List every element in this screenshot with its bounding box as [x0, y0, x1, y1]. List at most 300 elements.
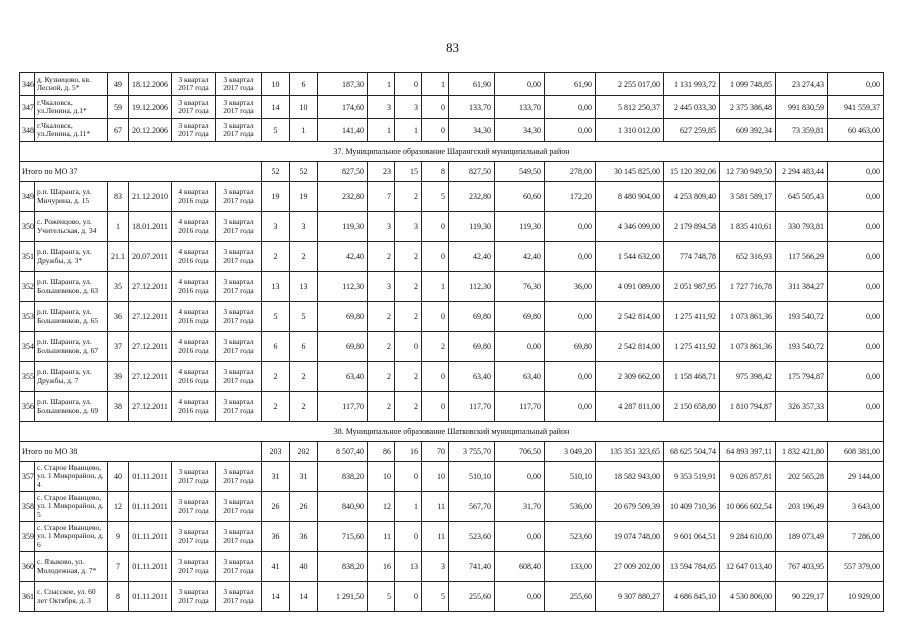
total-rooms-municipal: 70 — [422, 442, 449, 462]
rooms-total-cell: 2 — [368, 392, 395, 422]
area-total-cell: 840,90 — [318, 492, 368, 522]
cost-region-cell: 9 026 857,81 — [720, 462, 776, 492]
doc-number-cell: 7 — [108, 552, 129, 582]
cost-total-cell: 1 544 632,00 — [596, 242, 664, 272]
cost-total-cell: 1 310 012,00 — [596, 119, 664, 142]
doc-number-cell: 21.1 — [108, 242, 129, 272]
area-relocated-cell: 69,80 — [449, 302, 495, 332]
rooms-municipal-cell: 2 — [422, 332, 449, 362]
cost-fund-cell: 1 275 411,92 — [664, 302, 720, 332]
stage-start-cell: 3 квартал 2017 года — [172, 96, 216, 119]
doc-date-cell: 20.12.2006 — [129, 119, 172, 142]
rooms-municipal-cell: 1 — [422, 73, 449, 96]
section-row — [20, 422, 884, 442]
cost-fund-cell: 1 131 993,72 — [664, 73, 720, 96]
cost-region-cell: 1 073 861,36 — [720, 302, 776, 332]
doc-date-cell: 18.01.2011 — [129, 212, 172, 242]
cost-local-cell: 117 566,29 — [776, 242, 828, 272]
row-number-cell: 353 — [20, 302, 35, 332]
cost-extra-cell: 0,00 — [828, 242, 884, 272]
cost-fund-cell: 10 409 710,36 — [664, 492, 720, 522]
doc-number-cell: 9 — [108, 522, 129, 552]
residents-relocated-cell: 2 — [290, 362, 318, 392]
rooms-total-cell: 7 — [368, 182, 395, 212]
table-row — [20, 462, 884, 492]
doc-number-cell: 67 — [108, 119, 129, 142]
rooms-total-cell: 3 — [368, 212, 395, 242]
residents-total-cell: 2 — [262, 242, 290, 272]
rooms-total-cell: 10 — [368, 462, 395, 492]
table-body — [20, 73, 884, 612]
address-cell: с. Старое Иванцево, ул. 1 Микрорайон, д. 5 — [35, 492, 108, 522]
residents-total-cell: 3 — [262, 212, 290, 242]
row-number-cell: 352 — [20, 272, 35, 302]
cost-extra-cell: 3 643,00 — [828, 492, 884, 522]
table-row — [20, 522, 884, 552]
total-label: Итого по МО 37 — [20, 162, 262, 182]
cost-total-cell: 27 009 202,00 — [596, 552, 664, 582]
row-number-cell: 346 — [20, 73, 35, 96]
area-total-cell: 187,30 — [318, 73, 368, 96]
total-residents-relocated: 202 — [290, 442, 318, 462]
cost-extra-cell: 0,00 — [828, 362, 884, 392]
stage-start-cell: 4 квартал 2016 года — [172, 302, 216, 332]
cost-region-cell: 9 284 610,00 — [720, 522, 776, 552]
cost-fund-cell: 9 601 064,51 — [664, 522, 720, 552]
table-row — [20, 119, 884, 142]
rooms-private-cell: 2 — [395, 302, 422, 332]
doc-date-cell: 27.12.2011 — [129, 332, 172, 362]
address-cell: р.п. Шаранга, ул. Большевиков, д. 65 — [35, 302, 108, 332]
rooms-municipal-cell: 0 — [422, 362, 449, 392]
cost-fund-cell: 2 150 658,80 — [664, 392, 720, 422]
area-private-cell: 0,00 — [495, 332, 545, 362]
stage-start-cell: 3 квартал 2017 года — [172, 582, 216, 612]
section-title: 37. Муниципальное образование Шарангский муниципальный район — [20, 142, 884, 162]
rooms-municipal-cell: 5 — [422, 182, 449, 212]
row-number-cell: 351 — [20, 242, 35, 272]
cost-total-cell: 4 287 811,00 — [596, 392, 664, 422]
rooms-municipal-cell: 5 — [422, 582, 449, 612]
cost-local-cell: 90 229,17 — [776, 582, 828, 612]
housing-register-table — [19, 72, 884, 612]
area-municipal-cell: 255,60 — [545, 582, 596, 612]
rooms-total-cell: 11 — [368, 522, 395, 552]
row-number-cell: 358 — [20, 492, 35, 522]
rooms-private-cell: 0 — [395, 582, 422, 612]
area-municipal-cell: 0,00 — [545, 242, 596, 272]
area-private-cell: 31,70 — [495, 492, 545, 522]
doc-number-cell: 1 — [108, 212, 129, 242]
address-cell: р.п. Шаранга, ул. Дружбы, д. 7 — [35, 362, 108, 392]
area-municipal-cell: 0,00 — [545, 119, 596, 142]
stage-end-cell: 3 квартал 2017 года — [216, 73, 262, 96]
residents-total-cell: 36 — [262, 522, 290, 552]
doc-date-cell: 27.12.2011 — [129, 392, 172, 422]
cost-region-cell: 1 727 716,78 — [720, 272, 776, 302]
cost-total-cell: 2 542 814,00 — [596, 302, 664, 332]
area-private-cell: 0,00 — [495, 462, 545, 492]
residents-relocated-cell: 19 — [290, 182, 318, 212]
cost-extra-cell: 941 559,37 — [828, 96, 884, 119]
section-row — [20, 142, 884, 162]
cost-region-cell: 12 647 013,40 — [720, 552, 776, 582]
cost-extra-cell: 10 929,00 — [828, 582, 884, 612]
rooms-private-cell: 3 — [395, 212, 422, 242]
area-municipal-cell: 0,00 — [545, 212, 596, 242]
cost-region-cell: 10 066 602,54 — [720, 492, 776, 522]
residents-relocated-cell: 6 — [290, 332, 318, 362]
rooms-municipal-cell: 0 — [422, 392, 449, 422]
cost-fund-cell: 9 353 519,91 — [664, 462, 720, 492]
rooms-total-cell: 1 — [368, 73, 395, 96]
rooms-private-cell: 3 — [395, 96, 422, 119]
cost-total-cell: 2 542 814,00 — [596, 332, 664, 362]
doc-date-cell: 27.12.2011 — [129, 272, 172, 302]
cost-extra-cell: 0,00 — [828, 302, 884, 332]
stage-end-cell: 3 квартал 2017 года — [216, 242, 262, 272]
area-relocated-cell: 117,70 — [449, 392, 495, 422]
cost-local-cell: 23 274,43 — [776, 73, 828, 96]
table-row — [20, 212, 884, 242]
residents-relocated-cell: 14 — [290, 582, 318, 612]
address-cell: р.п. Шаранга, ул. Большевиков, д. 69 — [35, 392, 108, 422]
stage-start-cell: 4 квартал 2016 года — [172, 212, 216, 242]
cost-extra-cell: 0,00 — [828, 73, 884, 96]
area-total-cell: 117,70 — [318, 392, 368, 422]
rooms-total-cell: 3 — [368, 272, 395, 302]
address-cell: с. Спасское, ул. 60 лет Октября, д. 3 — [35, 582, 108, 612]
address-cell: г.Чкаловск, ул.Ленина, д.1* — [35, 96, 108, 119]
stage-end-cell: 3 квартал 2017 года — [216, 552, 262, 582]
total-cost-region: 64 893 397,11 — [720, 442, 776, 462]
row-number-cell: 355 — [20, 362, 35, 392]
address-cell: р.п. Шаранга, ул. Большевиков, д. 63 — [35, 272, 108, 302]
stage-start-cell: 4 квартал 2016 года — [172, 272, 216, 302]
total-area-private: 706,50 — [495, 442, 545, 462]
residents-total-cell: 2 — [262, 362, 290, 392]
cost-region-cell: 3 581 589,17 — [720, 182, 776, 212]
total-row — [20, 442, 884, 462]
rooms-private-cell: 1 — [395, 119, 422, 142]
stage-start-cell: 3 квартал 2017 года — [172, 552, 216, 582]
doc-number-cell: 59 — [108, 96, 129, 119]
stage-end-cell: 3 квартал 2017 года — [216, 362, 262, 392]
address-cell: р.п. Шаранга, ул. Большевиков, д. 67 — [35, 332, 108, 362]
residents-relocated-cell: 2 — [290, 392, 318, 422]
rooms-total-cell: 1 — [368, 119, 395, 142]
cost-extra-cell: 0,00 — [828, 332, 884, 362]
residents-total-cell: 26 — [262, 492, 290, 522]
cost-extra-cell: 0,00 — [828, 392, 884, 422]
area-private-cell: 42,40 — [495, 242, 545, 272]
cost-local-cell: 326 357,33 — [776, 392, 828, 422]
area-municipal-cell: 69,80 — [545, 332, 596, 362]
rooms-private-cell: 0 — [395, 462, 422, 492]
stage-end-cell: 3 квартал 2017 года — [216, 392, 262, 422]
total-cost-fund: 68 625 504,74 — [664, 442, 720, 462]
total-area-total: 827,50 — [318, 162, 368, 182]
cost-region-cell: 1 073 861,36 — [720, 332, 776, 362]
residents-total-cell: 14 — [262, 582, 290, 612]
area-municipal-cell: 0,00 — [545, 362, 596, 392]
cost-extra-cell: 7 286,00 — [828, 522, 884, 552]
total-cost-fund: 15 120 392,06 — [664, 162, 720, 182]
area-private-cell: 0,00 — [495, 582, 545, 612]
stage-start-cell: 4 квартал 2016 года — [172, 182, 216, 212]
area-relocated-cell: 133,70 — [449, 96, 495, 119]
stage-end-cell: 3 квартал 2017 года — [216, 272, 262, 302]
cost-local-cell: 202 565,28 — [776, 462, 828, 492]
stage-end-cell: 3 квартал 2017 года — [216, 582, 262, 612]
area-private-cell: 0,00 — [495, 73, 545, 96]
total-residents-total: 203 — [262, 442, 290, 462]
rooms-municipal-cell: 0 — [422, 96, 449, 119]
cost-region-cell: 1 835 410,61 — [720, 212, 776, 242]
area-municipal-cell: 172,20 — [545, 182, 596, 212]
table-row — [20, 332, 884, 362]
row-number-cell: 361 — [20, 582, 35, 612]
area-private-cell: 76,30 — [495, 272, 545, 302]
row-number-cell: 348 — [20, 119, 35, 142]
rooms-municipal-cell: 10 — [422, 462, 449, 492]
stage-start-cell: 4 квартал 2016 года — [172, 392, 216, 422]
area-total-cell: 1 291,50 — [318, 582, 368, 612]
cost-extra-cell: 0,00 — [828, 182, 884, 212]
cost-total-cell: 5 812 250,37 — [596, 96, 664, 119]
area-private-cell: 63,40 — [495, 362, 545, 392]
rooms-private-cell: 1 — [395, 492, 422, 522]
residents-total-cell: 14 — [262, 96, 290, 119]
area-relocated-cell: 42,40 — [449, 242, 495, 272]
doc-number-cell: 8 — [108, 582, 129, 612]
area-private-cell: 133,70 — [495, 96, 545, 119]
cost-total-cell: 20 679 509,39 — [596, 492, 664, 522]
residents-total-cell: 2 — [262, 392, 290, 422]
rooms-municipal-cell: 11 — [422, 492, 449, 522]
area-private-cell: 0,00 — [495, 522, 545, 552]
residents-total-cell: 13 — [262, 272, 290, 302]
area-total-cell: 174,60 — [318, 96, 368, 119]
rooms-total-cell: 2 — [368, 242, 395, 272]
table-row — [20, 302, 884, 332]
residents-total-cell: 5 — [262, 302, 290, 332]
total-cost-total: 135 351 323,65 — [596, 442, 664, 462]
area-municipal-cell: 523,60 — [545, 522, 596, 552]
area-relocated-cell: 61,90 — [449, 73, 495, 96]
row-number-cell: 357 — [20, 462, 35, 492]
residents-relocated-cell: 36 — [290, 522, 318, 552]
area-municipal-cell: 0,00 — [545, 302, 596, 332]
area-total-cell: 119,30 — [318, 212, 368, 242]
area-municipal-cell: 0,00 — [545, 96, 596, 119]
cost-fund-cell: 4 686 845,10 — [664, 582, 720, 612]
doc-number-cell: 83 — [108, 182, 129, 212]
residents-relocated-cell: 2 — [290, 242, 318, 272]
cost-region-cell: 2 375 386,48 — [720, 96, 776, 119]
total-cost-extra: 0,00 — [828, 162, 884, 182]
residents-relocated-cell: 3 — [290, 212, 318, 242]
area-relocated-cell: 523,60 — [449, 522, 495, 552]
residents-relocated-cell: 31 — [290, 462, 318, 492]
cost-local-cell: 193 540,72 — [776, 302, 828, 332]
cost-fund-cell: 2 179 894,58 — [664, 212, 720, 242]
doc-number-cell: 35 — [108, 272, 129, 302]
rooms-municipal-cell: 0 — [422, 119, 449, 142]
cost-extra-cell: 60 463,00 — [828, 119, 884, 142]
area-total-cell: 838,20 — [318, 552, 368, 582]
cost-fund-cell: 774 748,78 — [664, 242, 720, 272]
rooms-total-cell: 5 — [368, 582, 395, 612]
stage-start-cell: 4 квартал 2016 года — [172, 362, 216, 392]
stage-start-cell: 3 квартал 2017 года — [172, 462, 216, 492]
rooms-municipal-cell: 1 — [422, 272, 449, 302]
row-number-cell: 349 — [20, 182, 35, 212]
residents-total-cell: 31 — [262, 462, 290, 492]
table-row — [20, 96, 884, 119]
total-area-relocated: 827,50 — [449, 162, 495, 182]
residents-relocated-cell: 1 — [290, 119, 318, 142]
address-cell: г.Чкаловск, ул.Ленина, д.11* — [35, 119, 108, 142]
address-cell: с. Роженцово, ул. Учительская, д. 34 — [35, 212, 108, 242]
cost-region-cell: 1 810 794,87 — [720, 392, 776, 422]
doc-date-cell: 18.12.2006 — [129, 73, 172, 96]
address-cell: с. Языково, ул. Молодежная, д. 7* — [35, 552, 108, 582]
address-cell: д. Кузнецово, кв. Лесной, д. 5* — [35, 73, 108, 96]
area-relocated-cell: 69,80 — [449, 332, 495, 362]
cost-local-cell: 189 073,49 — [776, 522, 828, 552]
stage-end-cell: 3 квартал 2017 года — [216, 302, 262, 332]
doc-number-cell: 38 — [108, 392, 129, 422]
stage-start-cell: 3 квартал 2017 года — [172, 73, 216, 96]
rooms-municipal-cell: 3 — [422, 552, 449, 582]
cost-fund-cell: 2 051 987,95 — [664, 272, 720, 302]
table-row — [20, 272, 884, 302]
residents-relocated-cell: 40 — [290, 552, 318, 582]
cost-total-cell: 2 255 017,00 — [596, 73, 664, 96]
cost-fund-cell: 2 445 033,30 — [664, 96, 720, 119]
area-private-cell: 69,80 — [495, 302, 545, 332]
cost-local-cell: 73 359,81 — [776, 119, 828, 142]
total-area-relocated: 3 755,70 — [449, 442, 495, 462]
stage-end-cell: 3 квартал 2017 года — [216, 332, 262, 362]
area-municipal-cell: 133,00 — [545, 552, 596, 582]
doc-date-cell: 01.11.2011 — [129, 582, 172, 612]
cost-region-cell: 609 392,34 — [720, 119, 776, 142]
area-relocated-cell: 567,70 — [449, 492, 495, 522]
residents-total-cell: 6 — [262, 332, 290, 362]
doc-number-cell: 36 — [108, 302, 129, 332]
area-relocated-cell: 741,40 — [449, 552, 495, 582]
cost-fund-cell: 13 594 784,65 — [664, 552, 720, 582]
area-total-cell: 838,20 — [318, 462, 368, 492]
doc-date-cell: 27.12.2011 — [129, 362, 172, 392]
total-cost-extra: 608 381,00 — [828, 442, 884, 462]
table-row — [20, 392, 884, 422]
doc-date-cell: 27.12.2011 — [129, 302, 172, 332]
area-total-cell: 69,80 — [318, 332, 368, 362]
total-area-private: 549,50 — [495, 162, 545, 182]
total-area-total: 8 507,40 — [318, 442, 368, 462]
cost-fund-cell: 1 275 411,92 — [664, 332, 720, 362]
area-total-cell: 232,80 — [318, 182, 368, 212]
page-number: 83 — [446, 40, 459, 55]
residents-relocated-cell: 26 — [290, 492, 318, 522]
cost-total-cell: 8 480 904,00 — [596, 182, 664, 212]
address-cell: с. Старое Иванцево, ул. 1 Микрорайон, д. 6 — [35, 522, 108, 552]
area-relocated-cell: 119,30 — [449, 212, 495, 242]
doc-number-cell: 37 — [108, 332, 129, 362]
rooms-private-cell: 2 — [395, 182, 422, 212]
area-relocated-cell: 63,40 — [449, 362, 495, 392]
cost-region-cell: 4 530 806,00 — [720, 582, 776, 612]
stage-start-cell: 3 квартал 2017 года — [172, 492, 216, 522]
area-municipal-cell: 61,90 — [545, 73, 596, 96]
total-cost-local: 2 294 483,44 — [776, 162, 828, 182]
cost-fund-cell: 627 259,85 — [664, 119, 720, 142]
rooms-municipal-cell: 0 — [422, 212, 449, 242]
address-cell: р.п. Шаранга, ул. Мичурина, д. 15 — [35, 182, 108, 212]
rooms-total-cell: 2 — [368, 332, 395, 362]
area-private-cell: 60,60 — [495, 182, 545, 212]
row-number-cell: 354 — [20, 332, 35, 362]
stage-end-cell: 3 квартал 2017 года — [216, 182, 262, 212]
area-private-cell: 117,70 — [495, 392, 545, 422]
rooms-municipal-cell: 11 — [422, 522, 449, 552]
area-total-cell: 141,40 — [318, 119, 368, 142]
residents-total-cell: 41 — [262, 552, 290, 582]
residents-total-cell: 5 — [262, 119, 290, 142]
rooms-private-cell: 2 — [395, 392, 422, 422]
area-total-cell: 69,80 — [318, 302, 368, 332]
total-cost-region: 12 730 949,50 — [720, 162, 776, 182]
area-total-cell: 42,40 — [318, 242, 368, 272]
stage-start-cell: 4 квартал 2016 года — [172, 332, 216, 362]
table-row — [20, 242, 884, 272]
table-row — [20, 492, 884, 522]
residents-relocated-cell: 5 — [290, 302, 318, 332]
cost-local-cell: 330 793,81 — [776, 212, 828, 242]
cost-fund-cell: 4 253 809,40 — [664, 182, 720, 212]
cost-local-cell: 203 196,49 — [776, 492, 828, 522]
doc-number-cell: 49 — [108, 73, 129, 96]
row-number-cell: 359 — [20, 522, 35, 552]
table-row — [20, 552, 884, 582]
residents-relocated-cell: 10 — [290, 96, 318, 119]
cost-region-cell: 652 316,93 — [720, 242, 776, 272]
row-number-cell: 347 — [20, 96, 35, 119]
total-rooms-private: 16 — [395, 442, 422, 462]
cost-total-cell: 2 309 662,00 — [596, 362, 664, 392]
rooms-private-cell: 0 — [395, 332, 422, 362]
stage-end-cell: 3 квартал 2017 года — [216, 492, 262, 522]
area-total-cell: 63,40 — [318, 362, 368, 392]
area-relocated-cell: 112,30 — [449, 272, 495, 302]
doc-date-cell: 01.11.2011 — [129, 522, 172, 552]
area-total-cell: 715,60 — [318, 522, 368, 552]
cost-local-cell: 311 384,27 — [776, 272, 828, 302]
stage-end-cell: 3 квартал 2017 года — [216, 96, 262, 119]
stage-end-cell: 3 квартал 2017 года — [216, 462, 262, 492]
total-area-municipal: 3 049,20 — [545, 442, 596, 462]
cost-local-cell: 175 794,87 — [776, 362, 828, 392]
stage-start-cell: 4 квартал 2016 года — [172, 242, 216, 272]
doc-number-cell: 39 — [108, 362, 129, 392]
total-residents-relocated: 52 — [290, 162, 318, 182]
cost-region-cell: 1 099 748,85 — [720, 73, 776, 96]
stage-start-cell: 3 квартал 2017 года — [172, 522, 216, 552]
cost-extra-cell: 0,00 — [828, 212, 884, 242]
